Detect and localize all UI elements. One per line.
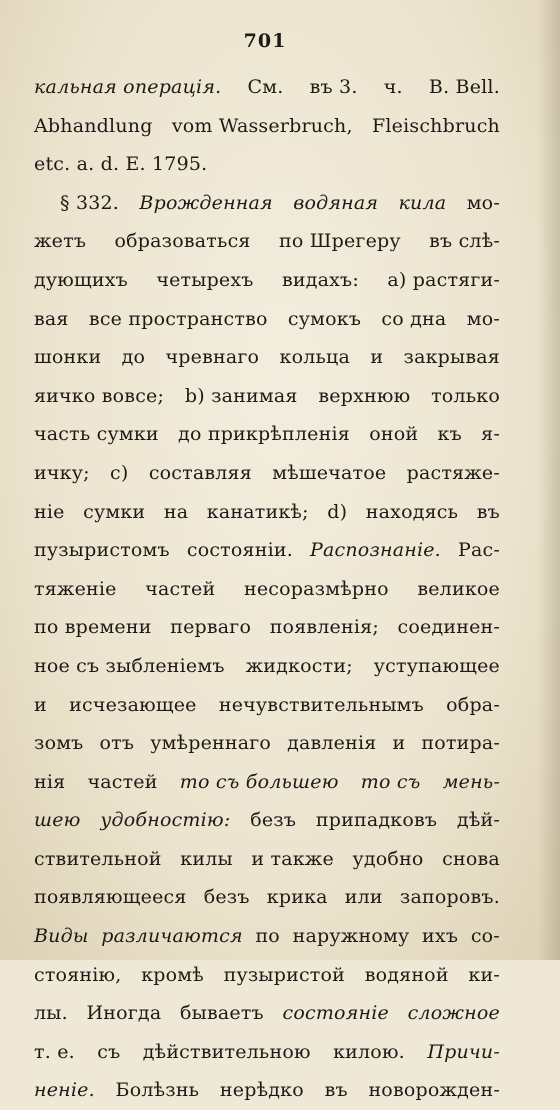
text-segment: и (370, 346, 384, 369)
text-segment: водяной (364, 963, 449, 986)
text-segment: въ (476, 500, 500, 523)
text-segment: уступающее (373, 654, 500, 677)
text-segment: по (255, 925, 280, 948)
text-segment: исчезающее (69, 693, 197, 716)
text-line (34, 570, 500, 609)
text-line (34, 994, 500, 1033)
text-segment: дѣйствительною (142, 1040, 311, 1063)
text-segment: закрывая (403, 346, 500, 369)
text-segment: только (431, 384, 500, 407)
text-line (34, 107, 500, 146)
text-segment: до прикрѣпленія (178, 423, 350, 446)
text-line (34, 647, 500, 686)
text-segment: четырехъ (156, 268, 254, 291)
text-segment: См. (247, 76, 284, 98)
text-segment: кольца (279, 346, 350, 369)
text-segment: оной (369, 423, 419, 446)
text-segment: со- (470, 925, 500, 948)
italic-text: Врожденная (139, 191, 273, 214)
text-segment: мо- (466, 307, 500, 330)
text-line (34, 801, 500, 840)
text-segment: удобно (352, 847, 424, 870)
text-segment: запоровъ. (399, 886, 500, 909)
text-segment: часть сумки (34, 423, 159, 446)
text-segment: сумки (83, 500, 146, 523)
text-line (34, 261, 500, 300)
text-segment: появляющееся (34, 886, 187, 909)
text-segment: d) (327, 500, 348, 523)
text-segment: давленія (287, 732, 377, 755)
text-segment: a) растяги- (387, 268, 500, 291)
italic-text: шею (34, 809, 81, 832)
text-line (34, 68, 500, 107)
text-segment: пузыристой (223, 963, 346, 986)
text-segment: растяже- (406, 461, 500, 484)
italic-text: Причи- (427, 1040, 500, 1063)
text-segment: къ (437, 423, 462, 446)
text-segment: бываетъ (180, 1002, 264, 1025)
text-line (34, 608, 500, 647)
text-segment: по времени (34, 616, 152, 639)
text-segment: vom Wasserbruch, (171, 114, 353, 137)
text-segment: Иногда (86, 1002, 162, 1025)
text-segment: килы (180, 847, 233, 870)
text-segment: ихъ (422, 925, 459, 948)
italic-text: водяная (293, 191, 379, 214)
text-segment: пузыристомъ (34, 539, 170, 562)
text-segment: снова (442, 847, 500, 870)
text-segment: т. е. (34, 1040, 75, 1063)
italic-text: удобностію: (100, 809, 231, 832)
text-segment: килою. (333, 1040, 405, 1063)
text-segment: въ (324, 1079, 348, 1102)
italic-text: различаются (101, 925, 243, 948)
text-line (34, 878, 500, 917)
text-segment: потира- (421, 732, 500, 755)
italic-text: то съ (360, 770, 421, 793)
text-line (34, 222, 500, 261)
text-segment: я- (481, 423, 500, 446)
text-line (34, 415, 500, 454)
text-line (34, 338, 500, 377)
text-segment: по Шрегеру (278, 230, 401, 253)
italic-text: кила (398, 191, 447, 214)
text-line (34, 1071, 500, 1110)
text-segment: нечувствительнымъ (218, 693, 424, 716)
text-line (34, 454, 500, 493)
text-segment: канатикѣ; (206, 500, 309, 523)
text-segment: etc. a. d. E. 1795. (34, 153, 208, 176)
text-segment: обра- (446, 693, 500, 716)
text-line (34, 763, 500, 802)
italic-text: сложное (407, 1002, 500, 1025)
body-text (34, 68, 500, 1110)
text-segment: видахъ: (281, 268, 359, 291)
text-line (34, 184, 500, 223)
text-segment: частей (87, 770, 158, 793)
text-segment: ки- (468, 963, 500, 986)
text-segment: отъ (99, 732, 135, 755)
text-segment: ное съ зыбленіемъ (34, 654, 225, 677)
text-segment: перваго (170, 616, 252, 639)
text-segment: мо- (466, 191, 500, 214)
text-line (34, 1033, 500, 1072)
text-segment: жетъ (34, 230, 87, 253)
italic-text: ненiе. (34, 1079, 95, 1102)
italic-text: Виды (34, 925, 89, 948)
italic-text: Распознаніе. (310, 539, 441, 562)
text-segment: верхнюю (318, 384, 411, 407)
text-segment: на (163, 500, 189, 523)
text-segment: частей (145, 577, 216, 600)
text-segment: до (121, 346, 146, 369)
text-segment: Abhandlung (34, 114, 153, 137)
text-line (34, 840, 500, 879)
text-segment: великое (417, 577, 500, 600)
text-segment: наружному (292, 925, 410, 948)
text-segment: соединен- (397, 616, 500, 639)
text-segment: умѣреннаго (150, 732, 272, 755)
text-segment: вая (34, 307, 69, 330)
text-segment: Рас- (457, 539, 500, 562)
text-segment: нія (34, 770, 66, 793)
text-line (34, 493, 500, 532)
text-segment: b) занимая (184, 384, 298, 407)
text-segment: безъ (250, 809, 297, 832)
italic-text: то съ большею (179, 770, 339, 793)
text-segment: лы. (34, 1002, 68, 1025)
text-segment: кромѣ (141, 963, 204, 986)
text-segment: состояніи. (186, 539, 293, 562)
page-edge-shadow (538, 0, 560, 960)
text-segment: стоянію, (34, 963, 122, 986)
text-segment: образоваться (114, 230, 251, 253)
text-segment: ніе (34, 500, 65, 523)
text-line (34, 531, 500, 570)
italic-text: кальная операція. (34, 76, 222, 98)
text-line (34, 300, 500, 339)
text-segment: ч. (383, 76, 403, 98)
text-segment: тяженіе (34, 577, 117, 600)
text-segment: или (344, 886, 383, 909)
text-segment: находясь (365, 500, 459, 523)
italic-text: мень- (442, 770, 500, 793)
text-segment: все пространство (88, 307, 268, 330)
text-line (34, 724, 500, 763)
text-segment: составляя (148, 461, 252, 484)
text-segment: безъ (203, 886, 250, 909)
text-line (34, 377, 500, 416)
text-segment: чревнаго (165, 346, 260, 369)
text-segment: мѣшечатое (272, 461, 387, 484)
text-segment: сумокъ (287, 307, 362, 330)
text-segment: со дна (381, 307, 447, 330)
text-segment: и (34, 693, 47, 716)
text-segment: въ слѣ- (429, 230, 500, 253)
text-segment: Fleischbruch (372, 114, 500, 137)
text-segment: и также (251, 847, 334, 870)
text-segment: нерѣдко (219, 1079, 304, 1102)
text-segment: зомъ (34, 732, 84, 755)
text-segment: дѣй- (456, 809, 500, 832)
text-line (34, 686, 500, 725)
text-segment: въ 3. (309, 76, 358, 98)
text-segment: яичко вовсе; (34, 384, 165, 407)
text-segment: ичку; (34, 461, 90, 484)
page-number: 701 (243, 30, 287, 52)
text-segment: съ (97, 1040, 121, 1063)
text-line (34, 145, 500, 184)
text-segment: появленія; (269, 616, 379, 639)
text-segment: B. Bell. (428, 76, 500, 98)
text-segment: и (392, 732, 406, 755)
text-segment: припадковъ (315, 809, 438, 832)
text-segment: дующихъ (34, 268, 128, 291)
text-segment: § 332. (60, 191, 120, 214)
text-segment: c) (110, 461, 129, 484)
text-segment: жидкости; (245, 654, 353, 677)
italic-text: состояніе (282, 1002, 389, 1025)
text-segment: ствительной (34, 847, 162, 870)
text-segment: Болѣзнь (115, 1079, 200, 1102)
text-line (34, 917, 500, 956)
text-segment: крика (266, 886, 328, 909)
text-segment: шонки (34, 346, 102, 369)
text-line (34, 956, 500, 995)
text-segment: новорожден- (368, 1079, 500, 1102)
text-segment: несоразмѣрно (243, 577, 389, 600)
